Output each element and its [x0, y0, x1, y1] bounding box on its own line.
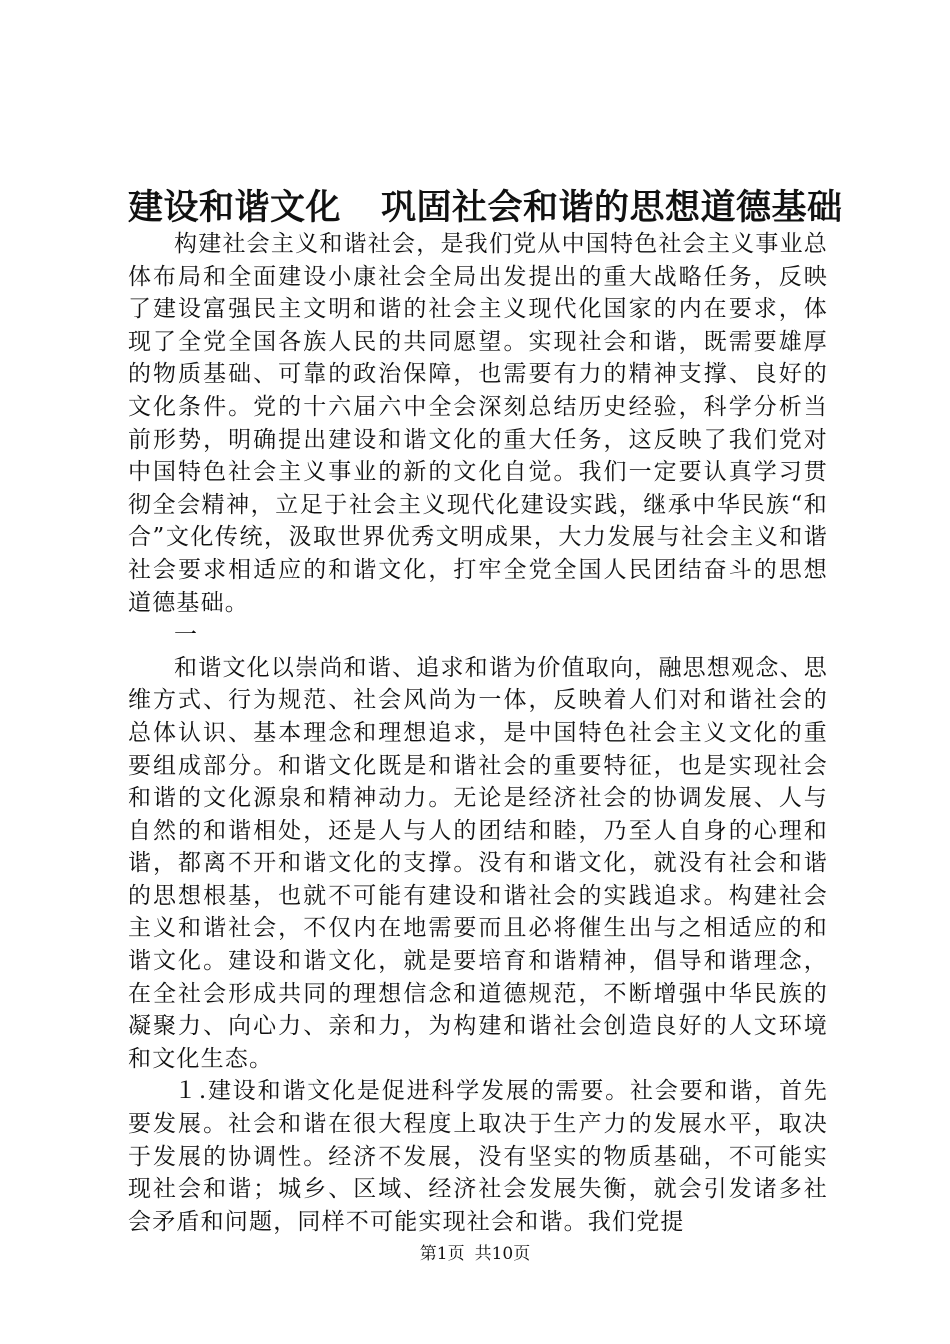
section-number-one: 一 [174, 622, 197, 649]
document-body [128, 228, 828, 1238]
page-number: 第1页 [419, 1244, 465, 1264]
paragraph-harmony-culture: 和谐文化以崇尚和谐、追求和谐为价值取向，融思想观念、思维方式、行为规范、社会风尚为一体，反映着人们对和谐社会的总体认识、基本理念和理想追求，是中国特色社会主义文化的重要组成部分。和谐文化既是和谐社会的重要特征，也是实现社会和谐的文化源泉和精神动力。无论是经济社会的协调发展、人与自然的和谐相处，还是人与人的团结和睦，乃至人自身的心理和谐，都离不开和谐文化的支撑。没有和谐文化，就没有社会和谐的思想根基，也就不可能有建设和谐社会的实践追求。构建社会主义和谐社会，不仅内在地需要而且必将催生出与之相适应的和谐文化。建设和谐文化，就是要培育和谐精神，倡导和谐理念，在全社会形成共同的理想信念和道德规范，不断增强中华民族的凝聚力、向心力、亲和力，为构建和谐社会创造良好的人文环境和文化生态。 [128, 654, 828, 1072]
title-part-1: 建设和谐文化 [128, 188, 342, 228]
title-part-2: 巩固社会和谐的思想道德基础 [381, 188, 843, 228]
page-footer [0, 1242, 950, 1266]
page-total: 共10页 [474, 1244, 531, 1264]
paragraph-intro: 构建社会主义和谐社会，是我们党从中国特色社会主义事业总体布局和全面建设小康社会全局出发提出的重大战略任务，反映了建设富强民主文明和谐的社会主义现代化国家的内在要求，体现了全党全国各族人民的共同愿望。实现社会和谐，既需要雄厚的物质基础、可靠的政治保障，也需要有力的精神支撑、良好的文化条件。党的十六届六中全会深刻总结历史经验，科学分析当前形势，明确提出建设和谐文化的重大任务，这反映了我们党对中国特色社会主义事业的新的文化自觉。我们一定要认真学习贯彻全会精神，立足于社会主义现代化建设实践，继承中华民族“和合”文化传统，汲取世界优秀文明成果，大力发展与社会主义和谐社会要求相适应的和谐文化，打牢全党全国人民团结奋斗的思想道德基础。 [128, 231, 828, 616]
document-title [128, 182, 848, 234]
paragraph-point-1: １.建设和谐文化是促进科学发展的需要。社会要和谐，首先要发展。社会和谐在很大程度上取决于生产力的发展水平，取决于发展的协调性。经济不发展，没有坚实的物质基础，不可能实现社会和谐；城乡、区域、经济社会发展失衡，就会引发诸多社会矛盾和问题，同样不可能实现社会和谐。我们党提 [128, 1078, 828, 1235]
